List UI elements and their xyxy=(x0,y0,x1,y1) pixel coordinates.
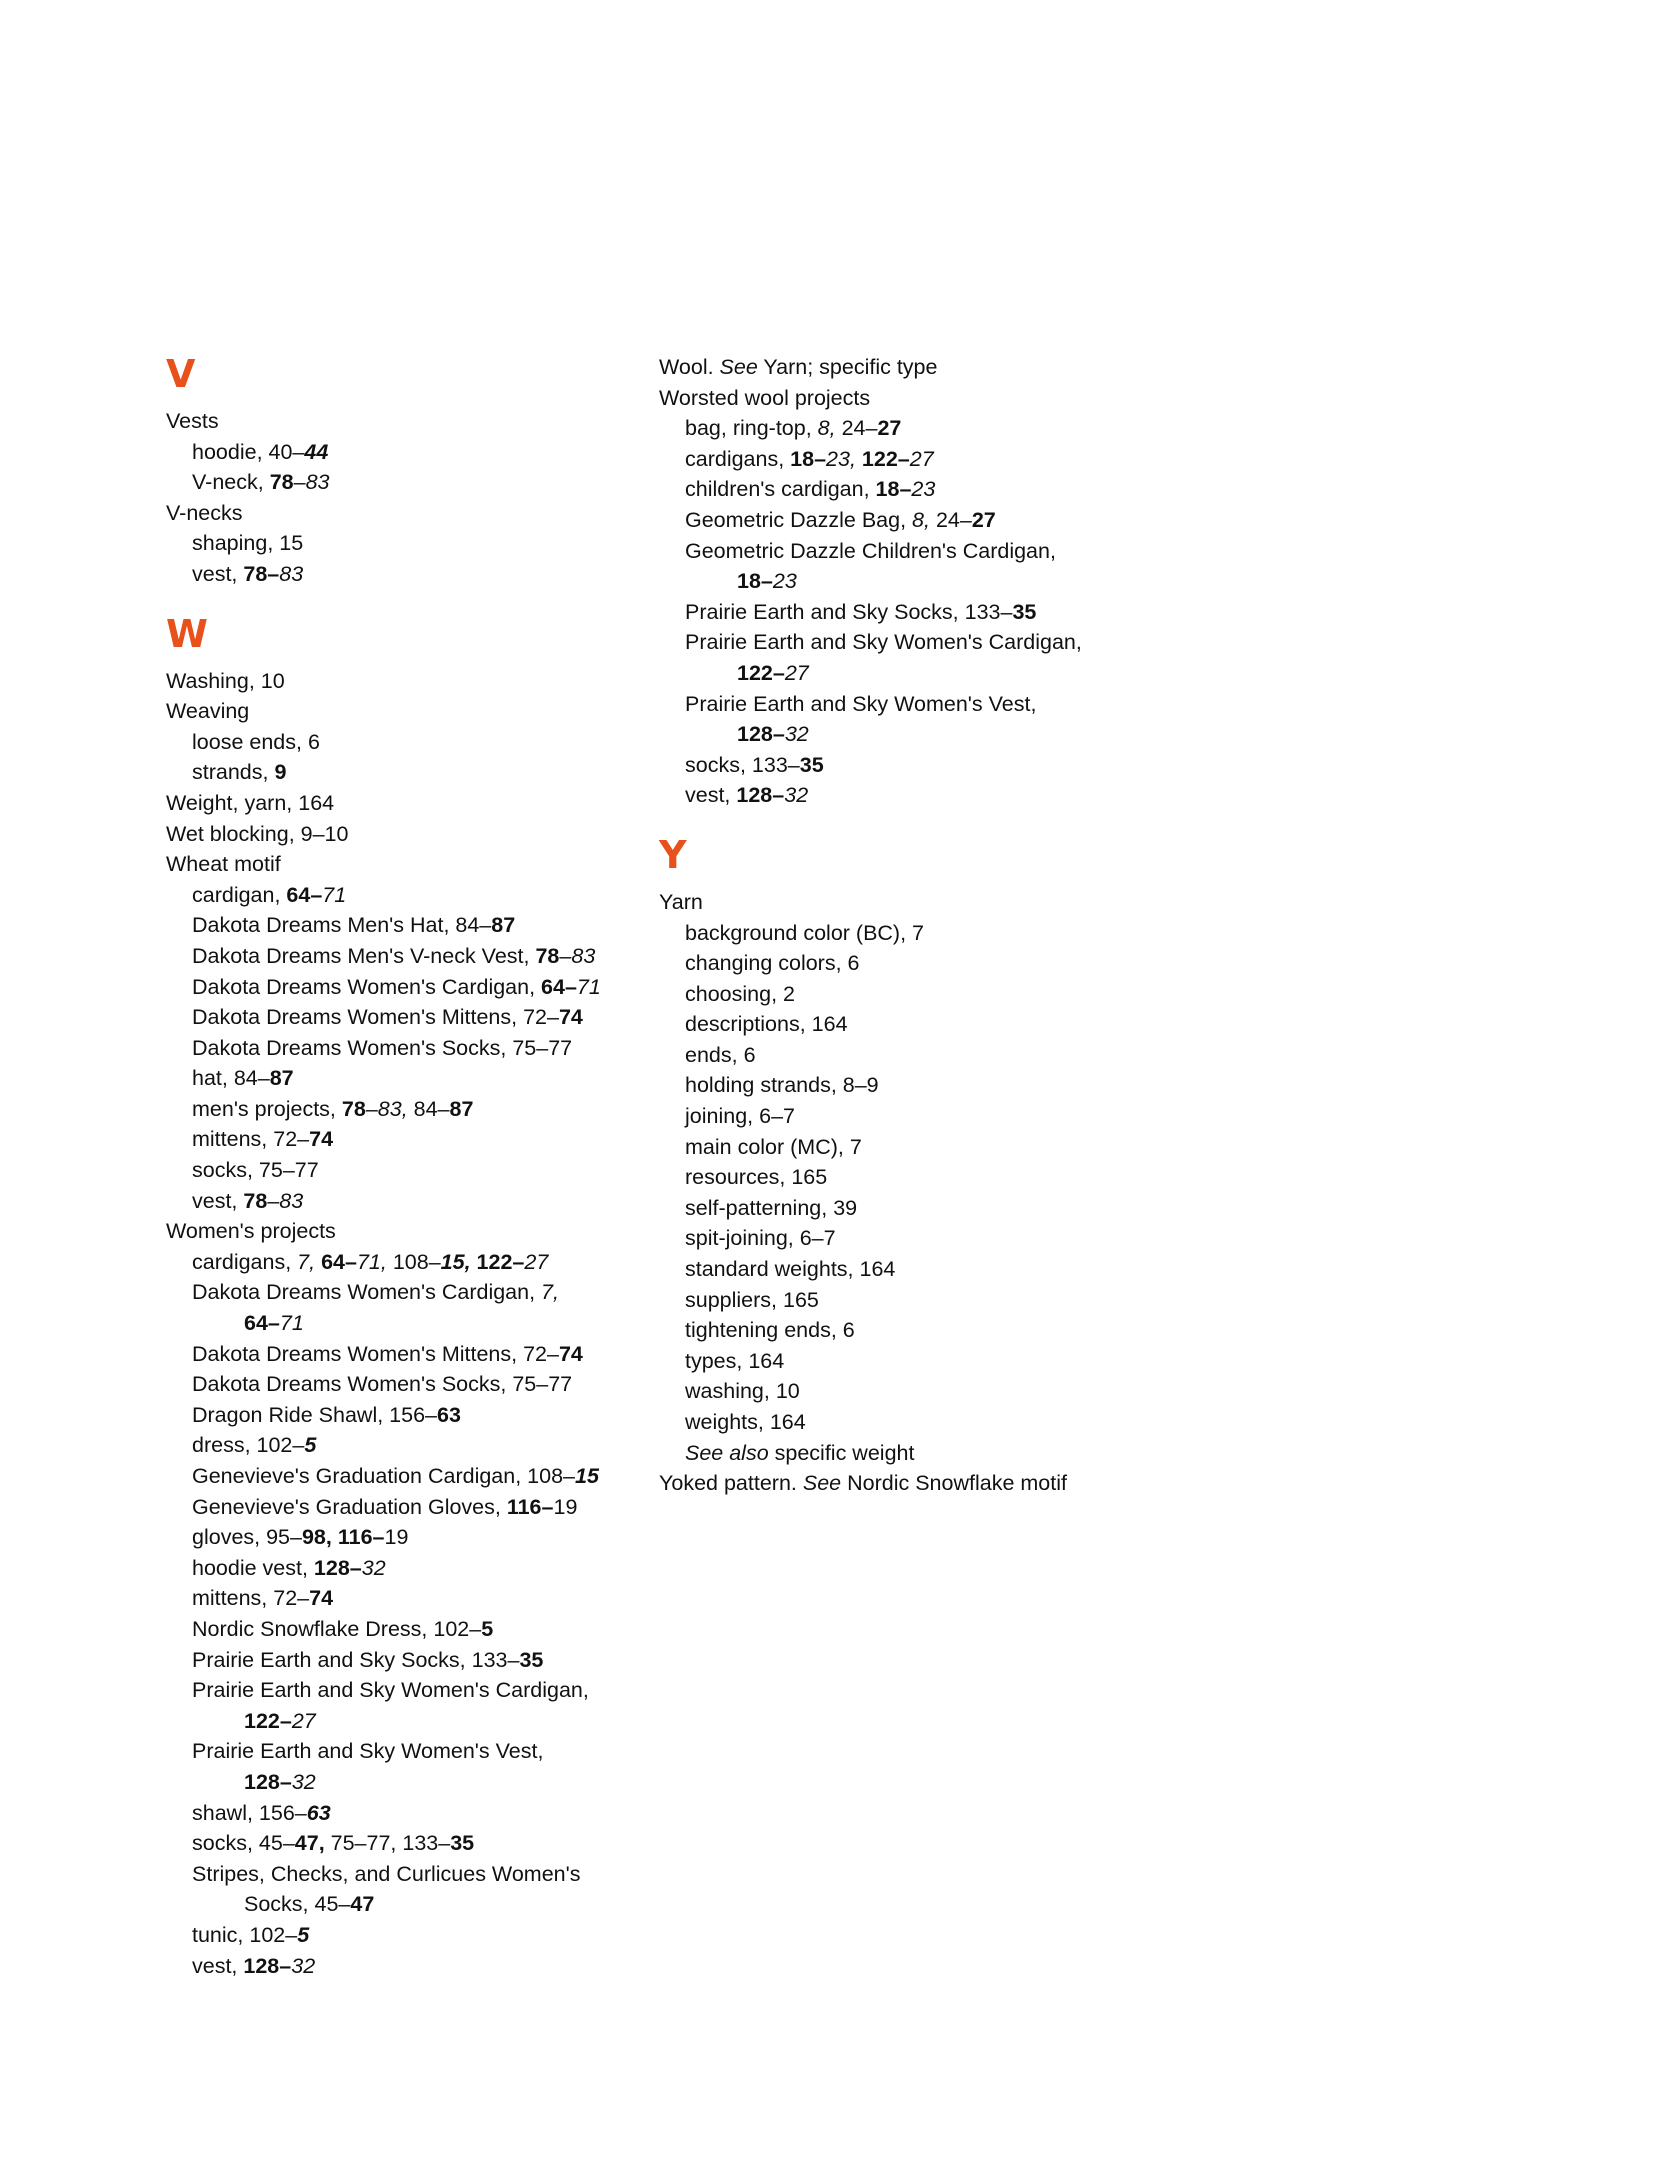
page-ref: 27 xyxy=(784,660,809,685)
index-section xyxy=(166,612,646,1982)
page-ref: 64– xyxy=(244,1311,280,1336)
index-entry xyxy=(166,1216,646,1247)
page-ref: 128– xyxy=(736,783,785,808)
page-ref: 35 xyxy=(1012,599,1037,624)
page-ref: 83 xyxy=(571,943,596,968)
index-subentry xyxy=(659,1070,1179,1101)
page-ref: 35 xyxy=(450,1831,475,1856)
index-subentry xyxy=(659,1193,1179,1224)
page-ref: 15, xyxy=(440,1249,471,1274)
entry-text: Weaving xyxy=(166,699,250,724)
index-section xyxy=(166,352,646,590)
entry-text: Dakota Dreams Men's Hat, 84– xyxy=(192,913,492,938)
index-subentry xyxy=(166,1736,646,1767)
index-section xyxy=(659,833,1179,1499)
page-ref: 83 xyxy=(305,470,330,495)
page-ref: 98, xyxy=(301,1525,332,1550)
entry-text: Nordic Snowflake Dress, 102– xyxy=(192,1616,482,1641)
entry-text: socks, 45– xyxy=(192,1831,295,1856)
page-ref: 32 xyxy=(291,1953,316,1978)
entry-text: V-neck, xyxy=(192,470,270,495)
page-ref: 63 xyxy=(306,1800,331,1825)
entry-text: washing, 10 xyxy=(685,1379,800,1404)
entry-text: Weight, yarn, 164 xyxy=(166,790,335,815)
index-subentry xyxy=(659,750,1179,781)
entry-text: Prairie Earth and Sky Women's Vest, xyxy=(685,691,1037,716)
index-subentry xyxy=(659,1376,1179,1407)
entry-text: Dakota Dreams Women's Cardigan, xyxy=(192,974,542,999)
index-entry xyxy=(166,696,646,727)
page-ref: 116– xyxy=(506,1494,554,1519)
page-ref: 47, xyxy=(294,1831,325,1856)
entry-text: Dragon Ride Shawl, 156– xyxy=(192,1402,438,1427)
page-ref: 128– xyxy=(244,1769,292,1794)
index-subentry xyxy=(166,1553,646,1584)
page-ref: 5 xyxy=(481,1616,494,1641)
index-subentry xyxy=(166,910,646,941)
entry-text: Women's projects xyxy=(166,1219,336,1244)
page-ref: 116– xyxy=(337,1525,385,1550)
index-entry-continuation xyxy=(166,1767,646,1798)
page-ref: 64– xyxy=(286,882,323,907)
entry-text: types, 164 xyxy=(685,1348,785,1373)
page-ref: 27 xyxy=(524,1249,549,1274)
index-subentry xyxy=(166,1369,646,1400)
entry-text: Wet blocking, 9–10 xyxy=(166,821,349,846)
entry-text: children's cardigan, xyxy=(685,477,876,502)
page-ref: 122– xyxy=(861,446,910,471)
entry-text: hoodie, 40– xyxy=(192,439,305,464)
entry-text: Dakota Dreams Women's Cardigan, xyxy=(192,1280,542,1305)
entry-text: cardigans, xyxy=(192,1249,298,1274)
entry-text: – xyxy=(365,1096,378,1121)
page-ref: 27 xyxy=(291,1708,316,1733)
page-ref: 18– xyxy=(790,446,827,471)
entry-text: mittens, 72– xyxy=(192,1586,310,1611)
page-ref: 83 xyxy=(279,561,304,586)
page-ref: 78– xyxy=(243,561,280,586)
page-ref: 87 xyxy=(269,1066,294,1091)
entry-text: Geometric Dazzle Bag, xyxy=(685,507,913,532)
index-entry xyxy=(166,788,646,819)
entry-text: vest, xyxy=(192,561,244,586)
index-subentry xyxy=(166,1492,646,1523)
entry-text: vest, xyxy=(192,1953,244,1978)
page-ref: 18– xyxy=(875,477,912,502)
index-subentry xyxy=(166,1614,646,1645)
page-ref: 15 xyxy=(575,1464,599,1488)
index-subentry xyxy=(659,413,1179,444)
index-subentry xyxy=(659,780,1179,811)
entry-text: Washing, 10 xyxy=(166,668,285,693)
entry-text: bag, ring-top, xyxy=(685,416,818,441)
index-subentry xyxy=(659,1346,1179,1377)
page-ref: 35 xyxy=(519,1647,544,1672)
page-ref: See xyxy=(719,355,758,379)
entry-text: 108– xyxy=(386,1249,441,1274)
entry-text: 75–77, 133– xyxy=(324,1831,451,1856)
index-subentry xyxy=(659,536,1179,567)
index-subentry xyxy=(166,727,646,758)
entry-text: main color (MC), 7 xyxy=(685,1134,862,1159)
index-subentry xyxy=(659,689,1179,720)
index-column-right xyxy=(659,352,1179,1499)
entry-text: – xyxy=(293,470,306,495)
entry-text: Stripes, Checks, and Curlicues Women's xyxy=(192,1861,581,1886)
index-subentry xyxy=(166,972,646,1003)
entry-text: Wool. xyxy=(659,355,720,379)
index-entry-continuation xyxy=(659,566,1179,597)
entry-text: dress, 102– xyxy=(192,1433,305,1458)
entry-text: shaping, 15 xyxy=(192,531,304,556)
index-subentry xyxy=(659,597,1179,628)
index-entry xyxy=(166,406,646,437)
index-entry xyxy=(166,819,646,850)
page-ref: 35 xyxy=(799,752,824,777)
entry-text: Yarn xyxy=(659,889,703,914)
index-subentry xyxy=(659,1009,1179,1040)
index-subentry xyxy=(659,918,1179,949)
index-subentry xyxy=(166,1583,646,1614)
index-subentry xyxy=(166,1430,646,1461)
page-ref: 74 xyxy=(309,1586,334,1611)
entry-text: 84– xyxy=(407,1096,450,1121)
entry-text: Nordic Snowflake motif xyxy=(841,1471,1067,1496)
index-entry-continuation xyxy=(659,658,1179,689)
entry-text: 19 xyxy=(384,1525,409,1550)
entry-text: standard weights, 164 xyxy=(685,1257,896,1282)
page-ref: 8, xyxy=(817,416,836,441)
entry-text: weights, 164 xyxy=(685,1410,806,1434)
index-subentry xyxy=(166,1461,646,1492)
page-ref: 32 xyxy=(361,1555,386,1580)
page-ref: 27 xyxy=(909,446,934,471)
entry-text: Prairie Earth and Sky Socks, 133– xyxy=(192,1647,520,1672)
index-subentry xyxy=(166,1033,646,1064)
index-subentry xyxy=(659,1285,1179,1316)
index-subentry xyxy=(659,1132,1179,1163)
entry-text: tightening ends, 6 xyxy=(685,1318,855,1343)
index-subentry xyxy=(166,1400,646,1431)
index-entry xyxy=(659,352,1179,383)
entry-text: 24– xyxy=(929,507,972,532)
page-ref: 23 xyxy=(911,477,936,502)
page-ref: 71 xyxy=(279,1311,304,1336)
entry-text: mittens, 72– xyxy=(192,1127,310,1152)
index-section xyxy=(659,352,1179,811)
entry-text: Dakota Dreams Women's Mittens, 72– xyxy=(192,1341,559,1366)
index-subentry xyxy=(166,528,646,559)
page-ref: 32 xyxy=(784,722,809,747)
page-ref: 128– xyxy=(313,1555,362,1580)
page-ref: 71 xyxy=(322,882,347,907)
entry-text: Prairie Earth and Sky Socks, 133– xyxy=(685,599,1013,624)
index-subentry xyxy=(166,1920,646,1951)
index-subentry xyxy=(166,1522,646,1553)
page-ref: 78 xyxy=(269,470,294,495)
entry-text: men's projects, xyxy=(192,1096,342,1121)
index-subentry xyxy=(166,1155,646,1186)
index-entry-continuation xyxy=(166,1308,646,1339)
index-entry xyxy=(659,1468,1179,1499)
page-ref: 74 xyxy=(558,1341,583,1366)
entry-text: gloves, 95– xyxy=(192,1525,302,1550)
page-ref: 47 xyxy=(350,1892,375,1917)
index-subentry xyxy=(166,941,646,972)
entry-text: loose ends, 6 xyxy=(192,729,320,754)
entry-text: Genevieve's Graduation Cardigan, 108– xyxy=(192,1464,575,1488)
index-subentry xyxy=(166,880,646,911)
entry-text: changing colors, 6 xyxy=(685,951,860,976)
page-ref: 83 xyxy=(279,1188,304,1213)
index-subentry xyxy=(166,467,646,498)
index-subentry xyxy=(166,1339,646,1370)
entry-text: Wheat motif xyxy=(166,852,281,877)
page-ref: 64– xyxy=(321,1249,357,1274)
entry-text: vest, xyxy=(192,1188,244,1213)
page-ref: 32 xyxy=(291,1769,316,1794)
page-ref: 27 xyxy=(971,507,996,532)
entry-text: socks, 133– xyxy=(685,752,800,777)
entry-text: Worsted wool projects xyxy=(659,385,871,410)
index-subentry xyxy=(659,1254,1179,1285)
entry-text: holding strands, 8–9 xyxy=(685,1073,879,1098)
entry-text: Dakota Dreams Women's Mittens, 72– xyxy=(192,1005,559,1030)
page-ref: 128– xyxy=(243,1953,292,1978)
page-ref: 78 xyxy=(535,943,560,968)
page-ref: 71, xyxy=(356,1249,387,1274)
index-subentry xyxy=(166,1951,646,1982)
entry-text: Yarn; specific type xyxy=(757,355,938,379)
index-entry xyxy=(659,887,1179,918)
entry-text: Yoked pattern. xyxy=(659,1471,803,1496)
entry-text: – xyxy=(267,1188,280,1213)
index-subentry xyxy=(659,444,1179,475)
entry-text: suppliers, 165 xyxy=(685,1287,819,1312)
section-letter: W xyxy=(166,611,208,656)
index-subentry xyxy=(659,1162,1179,1193)
index-entry xyxy=(166,849,646,880)
index-subentry xyxy=(659,1223,1179,1254)
entry-text: – xyxy=(559,943,572,968)
entry-text: strands, xyxy=(192,760,275,785)
page-ref: 71 xyxy=(576,974,601,999)
index-subentry xyxy=(659,627,1179,658)
page-ref: 87 xyxy=(449,1096,474,1121)
entry-text: Socks, 45– xyxy=(244,1892,351,1917)
entry-text: specific weight xyxy=(768,1440,915,1465)
index-subentry xyxy=(166,1186,646,1217)
page-ref: 128– xyxy=(737,722,785,747)
page-ref: 64– xyxy=(541,974,577,999)
index-entry-continuation xyxy=(659,719,1179,750)
entry-text: Dakota Dreams Men's V-neck Vest, xyxy=(192,943,536,968)
index-entry-continuation xyxy=(166,1889,646,1920)
page-ref: 78 xyxy=(243,1188,268,1213)
page-ref: 5 xyxy=(304,1433,317,1458)
page-ref: 32 xyxy=(784,783,809,808)
index-subentry xyxy=(166,1828,646,1859)
index-subentry xyxy=(659,1438,1179,1469)
index-subentry xyxy=(166,1094,646,1125)
page-ref: 7, xyxy=(541,1280,559,1305)
entry-text: cardigan, xyxy=(192,882,287,907)
index-column-left xyxy=(166,352,646,1981)
entry-text: Dakota Dreams Women's Socks, 75–77 xyxy=(192,1372,573,1397)
page-ref: 23, xyxy=(826,446,856,471)
index-subentry xyxy=(166,1645,646,1676)
page-ref: 74 xyxy=(558,1005,583,1030)
page-ref: 9 xyxy=(274,760,287,785)
page-ref: 23 xyxy=(772,569,797,594)
page-ref: 18– xyxy=(737,569,773,594)
entry-text: spit-joining, 6–7 xyxy=(685,1226,836,1251)
index-subentry xyxy=(166,1798,646,1829)
index-subentry xyxy=(166,1002,646,1033)
page-ref: 83, xyxy=(377,1096,408,1121)
entry-text: ends, 6 xyxy=(685,1042,756,1067)
page-ref: 27 xyxy=(877,416,902,441)
index-subentry xyxy=(659,474,1179,505)
index-subentry xyxy=(166,559,646,590)
page-ref: 122– xyxy=(244,1708,292,1733)
entry-text: self-patterning, 39 xyxy=(685,1195,858,1220)
page-ref: 122– xyxy=(737,660,785,685)
index-subentry xyxy=(166,1277,646,1308)
entry-text: Genevieve's Graduation Gloves, xyxy=(192,1494,507,1519)
index-entry xyxy=(166,666,646,697)
section-letter: Y xyxy=(659,832,687,877)
page-ref: 5 xyxy=(297,1922,310,1947)
page-ref: See also xyxy=(685,1440,769,1465)
index-subentry xyxy=(166,757,646,788)
index-subentry xyxy=(659,1040,1179,1071)
entry-text: tunic, 102– xyxy=(192,1922,298,1947)
index-subentry xyxy=(659,948,1179,979)
entry-text: vest, xyxy=(685,783,737,808)
entry-text: socks, 75–77 xyxy=(192,1158,319,1183)
index-subentry xyxy=(659,1101,1179,1132)
index-subentry xyxy=(659,1315,1179,1346)
page-ref: 44 xyxy=(304,439,329,464)
entry-text: 19 xyxy=(553,1494,578,1519)
index-subentry xyxy=(166,1859,646,1890)
entry-text: Vests xyxy=(166,409,219,433)
page-ref: 7, xyxy=(297,1249,316,1274)
index-subentry xyxy=(166,437,646,468)
page-ref: 8, xyxy=(912,507,930,532)
index-subentry xyxy=(166,1675,646,1706)
index-subentry xyxy=(166,1063,646,1094)
entry-text: descriptions, 164 xyxy=(685,1012,848,1037)
entry-text: Prairie Earth and Sky Women's Cardigan, xyxy=(685,630,1082,655)
entry-text: background color (BC), 7 xyxy=(685,920,924,945)
entry-text: shawl, 156– xyxy=(192,1800,307,1825)
index-subentry xyxy=(659,979,1179,1010)
entry-text: hoodie vest, xyxy=(192,1555,314,1580)
page-ref: 87 xyxy=(491,913,516,938)
page-ref: 63 xyxy=(437,1402,461,1427)
index-entry-continuation xyxy=(166,1706,646,1737)
entry-text: Prairie Earth and Sky Women's Vest, xyxy=(192,1739,544,1764)
page-ref: 78 xyxy=(341,1096,366,1121)
entry-text: 24– xyxy=(835,416,878,441)
page-ref: 74 xyxy=(309,1127,334,1152)
entry-text: Prairie Earth and Sky Women's Cardigan, xyxy=(192,1678,589,1703)
entry-text: joining, 6–7 xyxy=(685,1104,795,1129)
index-entry xyxy=(166,498,646,529)
page-ref: 122– xyxy=(476,1249,525,1274)
entry-text: V-necks xyxy=(166,500,243,525)
entry-text: Dakota Dreams Women's Socks, 75–77 xyxy=(192,1035,573,1060)
index-subentry xyxy=(166,1124,646,1155)
index-entry xyxy=(659,383,1179,414)
page-ref: See xyxy=(802,1471,842,1496)
entry-text: cardigans, xyxy=(685,446,791,471)
entry-text: hat, 84– xyxy=(192,1066,270,1091)
entry-text: Geometric Dazzle Children's Cardigan, xyxy=(685,538,1056,563)
entry-text: choosing, 2 xyxy=(685,981,795,1006)
section-letter: V xyxy=(166,352,196,396)
index-subentry xyxy=(659,1407,1179,1438)
entry-text: resources, 165 xyxy=(685,1165,828,1190)
index-subentry xyxy=(659,505,1179,536)
index-subentry xyxy=(166,1247,646,1278)
